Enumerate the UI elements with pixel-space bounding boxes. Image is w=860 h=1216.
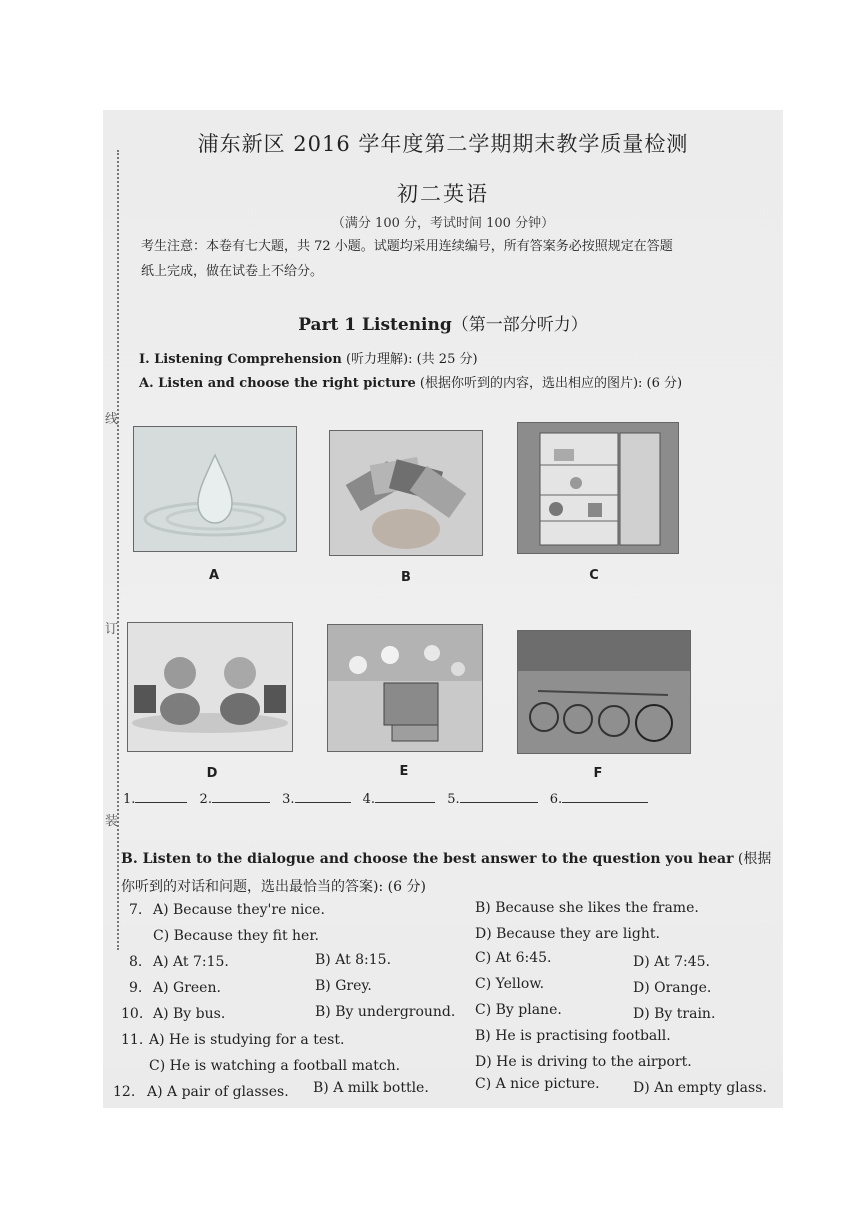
picture-label-a: A [208, 568, 220, 583]
picture-bank-cards [329, 430, 483, 556]
picture-flowers-shopping [327, 624, 483, 752]
section-I-title: I. Listening Comprehension [139, 352, 342, 367]
notice-line-1: 考生注意：本卷有七大题，共 72 小题。试题均采用连续编号，所有答案务必按照规定在答题 [141, 239, 673, 254]
option-a: A) Because they're nice. [153, 902, 325, 918]
option-b: B) He is practising football. [475, 1028, 671, 1044]
picture-water-drop [133, 426, 297, 552]
answer-blank[interactable] [562, 790, 648, 803]
option-c: C) By plane. [475, 1002, 562, 1018]
question-number: 11. [121, 1032, 144, 1048]
option-d: D) At 7:45. [633, 954, 710, 970]
section-I-heading [139, 348, 478, 367]
margin-mark-bind: 订 [105, 622, 119, 637]
answer-blank[interactable] [135, 790, 187, 803]
exam-sheet [103, 110, 783, 1108]
section-B-title: B. Listen to the dialogue and choose the best answer to the question you hear [121, 851, 734, 867]
option-d: D) He is driving to the airport. [475, 1054, 692, 1070]
answer-blank[interactable] [295, 790, 351, 803]
exam-title: 浦东新区 2016 学年度第二学期期末教学质量检测 [197, 132, 689, 156]
section-A-heading [139, 372, 682, 391]
option-c: C) Because they fit her. [153, 928, 319, 944]
picture-open-fridge [517, 422, 679, 554]
blank-number: 2. [199, 792, 212, 807]
exam-notice [141, 234, 773, 284]
option-c: C) He is watching a football match. [149, 1058, 401, 1074]
option-c: C) A nice picture. [475, 1076, 600, 1092]
question-number: 10. [121, 1006, 144, 1022]
option-b: B) A milk bottle. [313, 1080, 429, 1096]
option-d: D) An empty glass. [633, 1080, 767, 1096]
blank-number: 3. [282, 792, 295, 807]
part-1-heading [103, 310, 783, 335]
question-number: 9. [129, 980, 143, 996]
picture-label-c: C [589, 568, 599, 583]
option-d: D) Orange. [633, 980, 712, 996]
binding-margin-line [117, 150, 119, 950]
option-b: B) By underground. [315, 1004, 456, 1020]
option-b: B) At 8:15. [315, 952, 392, 968]
picture-elderly-computers [127, 622, 293, 752]
option-a: A) He is studying for a test. [149, 1032, 345, 1048]
option-a: A) By bus. [153, 1006, 226, 1022]
answer-blank[interactable] [375, 790, 435, 803]
picture-label-d: D [206, 766, 218, 781]
section-I-title-cn: (听力理解): (共 25 分) [341, 352, 478, 367]
answer-blank[interactable] [460, 790, 538, 803]
option-d: D) By train. [633, 1006, 716, 1022]
exam-subtitle: 初二英语 [397, 182, 489, 206]
section-A-title: A. Listen and choose the right picture [139, 376, 416, 391]
option-c: C) At 6:45. [475, 950, 552, 966]
question-number: 12. [113, 1084, 136, 1100]
answer-blank[interactable] [212, 790, 270, 803]
section-B-heading [121, 845, 781, 901]
option-a: A) At 7:15. [153, 954, 229, 970]
option-a: A) Green. [153, 980, 221, 996]
option-b: B) Because she likes the frame. [475, 900, 699, 916]
question-number: 8. [129, 954, 143, 970]
blank-number: 6. [549, 792, 563, 807]
picture-shared-bicycles [517, 630, 691, 754]
part-1-title-cn: （第一部分听力） [451, 315, 588, 335]
blank-number: 4. [362, 792, 376, 807]
blank-number: 5. [447, 792, 460, 807]
option-d: D) Because they are light. [475, 926, 660, 942]
option-a: A) A pair of glasses. [147, 1084, 289, 1100]
notice-line-2: 纸上完成，做在试卷上不给分。 [141, 264, 324, 279]
margin-mark-staple: 装 [105, 814, 119, 829]
margin-mark-line: 线 [105, 412, 119, 427]
option-c: C) Yellow. [475, 976, 545, 992]
section-A-title-cn: (根据你听到的内容，选出相应的图片): (6 分) [415, 376, 683, 391]
picture-label-f: F [593, 766, 603, 781]
question-number: 7. [129, 902, 143, 918]
option-b: B) Grey. [315, 978, 372, 994]
blank-number: 1. [123, 792, 136, 807]
picture-label-b: B [401, 570, 411, 585]
picture-label-e: E [399, 764, 409, 779]
part-1-title: Part 1 Listening [298, 315, 452, 335]
score-time-line: （满分 100 分，考试时间 100 分钟） [331, 216, 555, 231]
section-B-title-cn: (根据你听到的对话和问题，选出最恰当的答案): (6 分) [121, 851, 772, 895]
answer-blanks [123, 790, 648, 807]
